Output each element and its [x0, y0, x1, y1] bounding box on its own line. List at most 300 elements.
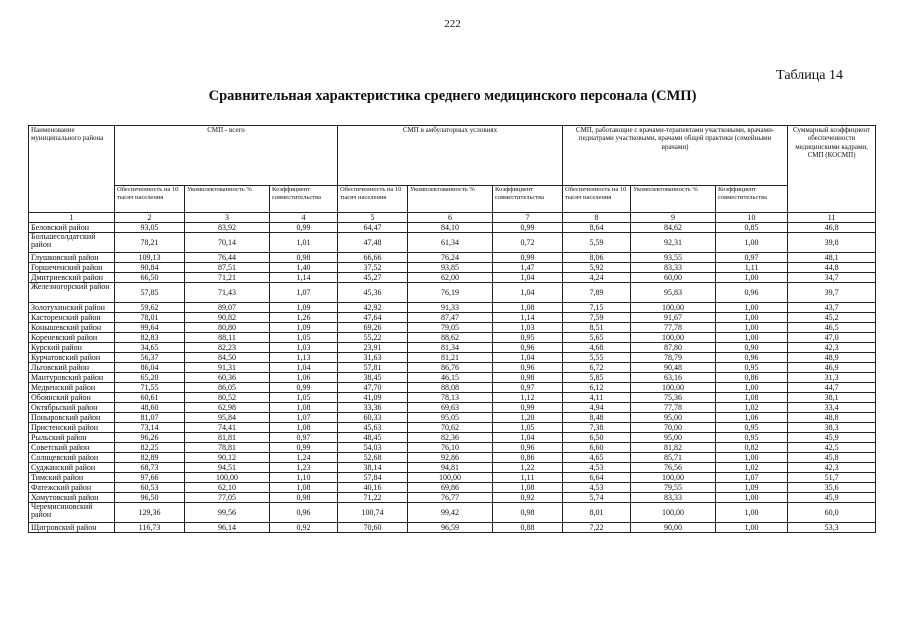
- table-cell: 77,05: [185, 493, 270, 503]
- table-cell: 71,21: [185, 273, 270, 283]
- table-cell: 95,00: [631, 433, 716, 443]
- table-cell: 87,51: [185, 263, 270, 273]
- table-cell: 47,48: [338, 233, 408, 253]
- table-cell: 84,10: [408, 223, 493, 233]
- column-number: 7: [493, 213, 563, 223]
- table-cell: 48,60: [115, 403, 185, 413]
- table-cell: 100,00: [408, 473, 493, 483]
- table-cell: 5,74: [563, 493, 631, 503]
- table-cell: 1,06: [716, 413, 788, 423]
- table-row: [29, 463, 876, 473]
- table-cell: 78,81: [185, 443, 270, 453]
- table-cell: 129,36: [115, 503, 185, 523]
- district-name: Горшеченский район: [29, 263, 115, 273]
- table-row: [29, 273, 876, 283]
- table-cell: 88,08: [408, 383, 493, 393]
- table-cell: 68,73: [115, 463, 185, 473]
- column-number: 5: [338, 213, 408, 223]
- table-cell: 0,99: [270, 223, 338, 233]
- table-cell: 39,8: [788, 233, 876, 253]
- table-cell: 78,13: [408, 393, 493, 403]
- table-cell: 71,22: [338, 493, 408, 503]
- table-cell: 81,34: [408, 343, 493, 353]
- table-cell: 45,8: [788, 453, 876, 463]
- table-cell: 39,7: [788, 283, 876, 303]
- table-cell: 45,27: [338, 273, 408, 283]
- table-cell: 95,84: [185, 413, 270, 423]
- table-cell: 76,10: [408, 443, 493, 453]
- table-cell: 92,86: [408, 453, 493, 463]
- table-cell: 90,84: [115, 263, 185, 273]
- table-cell: 1,24: [270, 453, 338, 463]
- table-cell: 1,09: [716, 483, 788, 493]
- table-cell: 7,15: [563, 303, 631, 313]
- table-cell: 8,51: [563, 323, 631, 333]
- table-cell: 81,21: [408, 353, 493, 363]
- table-cell: 4,11: [563, 393, 631, 403]
- table-cell: 1,00: [716, 273, 788, 283]
- table-cell: 1,05: [493, 423, 563, 433]
- district-name: Золотухинский район: [29, 303, 115, 313]
- table-cell: 78,01: [115, 313, 185, 323]
- table-cell: 65,20: [115, 373, 185, 383]
- table-cell: 45,63: [338, 423, 408, 433]
- table-cell: 0,99: [493, 223, 563, 233]
- table-cell: 0,98: [270, 253, 338, 263]
- table-cell: 0,92: [270, 523, 338, 533]
- table-cell: 44,8: [788, 263, 876, 273]
- table-cell: 74,41: [185, 423, 270, 433]
- table-cell: 8,01: [563, 503, 631, 523]
- table-cell: 4,24: [563, 273, 631, 283]
- table-cell: 38,14: [338, 463, 408, 473]
- table-cell: 38,3: [788, 423, 876, 433]
- table-cell: 1,04: [493, 433, 563, 443]
- table-cell: 70,14: [185, 233, 270, 253]
- table-cell: 1,08: [493, 483, 563, 493]
- district-name: Фатежский район: [29, 483, 115, 493]
- column-number: 2: [115, 213, 185, 223]
- table-cell: 96,50: [115, 493, 185, 503]
- header-smp-total: СМП - всего: [115, 126, 338, 186]
- table-cell: 69,63: [408, 403, 493, 413]
- table-cell: 1,13: [270, 353, 338, 363]
- table-cell: 93,05: [115, 223, 185, 233]
- header-smp-outpatient: СМП в амбулаторных условиях: [338, 126, 563, 186]
- table-row: [29, 453, 876, 463]
- table-cell: 5,55: [563, 353, 631, 363]
- table-cell: 0,72: [493, 233, 563, 253]
- district-name: Льговский район: [29, 363, 115, 373]
- district-name: Конышевский район: [29, 323, 115, 333]
- district-name: Медвенский район: [29, 383, 115, 393]
- table-cell: 47,70: [338, 383, 408, 393]
- table-cell: 0,96: [493, 443, 563, 453]
- table-cell: 1,04: [493, 353, 563, 363]
- table-cell: 57,81: [338, 363, 408, 373]
- table-cell: 34,7: [788, 273, 876, 283]
- table-cell: 81,81: [185, 433, 270, 443]
- table-cell: 0,99: [270, 443, 338, 453]
- table-cell: 40,16: [338, 483, 408, 493]
- table-cell: 0,95: [716, 423, 788, 433]
- subheader-supply: Обеспеченность на 10 тысяч населения: [115, 186, 185, 213]
- column-number-row: [29, 213, 876, 223]
- comparison-table: [28, 125, 876, 533]
- table-cell: 1,40: [270, 263, 338, 273]
- table-cell: 70,00: [631, 423, 716, 433]
- table-cell: 91,31: [185, 363, 270, 373]
- page-title: Сравнительная характеристика среднего медицинского персонала (СМП): [208, 88, 697, 104]
- table-cell: 46,8: [788, 223, 876, 233]
- table-cell: 81,82: [631, 443, 716, 453]
- table-cell: 83,33: [631, 263, 716, 273]
- subheader-coefficient: Коэффициент совместительства: [270, 186, 338, 213]
- table-cell: 6,50: [563, 433, 631, 443]
- district-name: Хомутовский район: [29, 493, 115, 503]
- table-cell: 56,37: [115, 353, 185, 363]
- table-cell: 8,48: [563, 413, 631, 423]
- table-label: Таблица 14: [776, 68, 843, 83]
- table-cell: 63,16: [631, 373, 716, 383]
- table-cell: 109,13: [115, 253, 185, 263]
- table-row: [29, 343, 876, 353]
- table-cell: 1,01: [270, 233, 338, 253]
- table-cell: 1,08: [716, 393, 788, 403]
- table-cell: 8,64: [563, 223, 631, 233]
- table-cell: 7,59: [563, 313, 631, 323]
- district-name: Солнцевский район: [29, 453, 115, 463]
- table-cell: 77,78: [631, 403, 716, 413]
- table-cell: 1,08: [493, 303, 563, 313]
- table-cell: 0,82: [716, 443, 788, 453]
- table-cell: 42,3: [788, 463, 876, 473]
- table-cell: 38,1: [788, 393, 876, 403]
- table-cell: 1,11: [493, 473, 563, 483]
- table-cell: 99,42: [408, 503, 493, 523]
- table-cell: 31,63: [338, 353, 408, 363]
- table-cell: 80,80: [185, 323, 270, 333]
- table-cell: 46,9: [788, 363, 876, 373]
- table-cell: 91,33: [408, 303, 493, 313]
- table-row: [29, 323, 876, 333]
- table-cell: 0,88: [493, 523, 563, 533]
- column-number: 6: [408, 213, 493, 223]
- table-cell: 1,04: [493, 273, 563, 283]
- table-row: [29, 403, 876, 413]
- table-cell: 82,83: [115, 333, 185, 343]
- table-cell: 8,06: [563, 253, 631, 263]
- district-name: Суджанский район: [29, 463, 115, 473]
- table-cell: 90,48: [631, 363, 716, 373]
- table-row: [29, 283, 876, 303]
- table-cell: 93,85: [408, 263, 493, 273]
- district-name: Тимский район: [29, 473, 115, 483]
- table-cell: 77,78: [631, 323, 716, 333]
- table-cell: 1,11: [716, 263, 788, 273]
- table-row: [29, 223, 876, 233]
- table-cell: 1,08: [270, 423, 338, 433]
- table-cell: 0,95: [493, 333, 563, 343]
- table-row: [29, 393, 876, 403]
- table-cell: 100,74: [338, 503, 408, 523]
- district-name: Пристенский район: [29, 423, 115, 433]
- table-cell: 0,97: [270, 433, 338, 443]
- table-cell: 1,03: [493, 323, 563, 333]
- table-row: [29, 353, 876, 363]
- table-cell: 96,59: [408, 523, 493, 533]
- table-cell: 47,64: [338, 313, 408, 323]
- table-cell: 60,61: [115, 393, 185, 403]
- table-cell: 84,62: [631, 223, 716, 233]
- table-row: [29, 253, 876, 263]
- table-cell: 42,92: [338, 303, 408, 313]
- table-cell: 0,96: [493, 343, 563, 353]
- table-cell: 76,56: [631, 463, 716, 473]
- table-cell: 86,76: [408, 363, 493, 373]
- district-name: Беловский район: [29, 223, 115, 233]
- table-cell: 7,38: [563, 423, 631, 433]
- table-cell: 60,0: [788, 503, 876, 523]
- table-cell: 1,02: [716, 463, 788, 473]
- table-cell: 1,04: [270, 363, 338, 373]
- table-cell: 89,07: [185, 303, 270, 313]
- table-cell: 31,3: [788, 373, 876, 383]
- table-cell: 86,05: [185, 383, 270, 393]
- table-cell: 1,09: [270, 323, 338, 333]
- table-cell: 57,84: [338, 473, 408, 483]
- table-cell: 95,05: [408, 413, 493, 423]
- table-cell: 0,92: [493, 493, 563, 503]
- table-cell: 48,9: [788, 353, 876, 363]
- table-cell: 0,96: [716, 353, 788, 363]
- subheader-coefficient: Коэффициент совместительства: [493, 186, 563, 213]
- table-cell: 82,89: [115, 453, 185, 463]
- table-cell: 4,53: [563, 463, 631, 473]
- table-cell: 6,60: [563, 443, 631, 453]
- subheader-staffing: Укомплектованность %: [631, 186, 716, 213]
- district-name: Рыльский район: [29, 433, 115, 443]
- district-name: Глушковский район: [29, 253, 115, 263]
- table-cell: 0,95: [716, 363, 788, 373]
- table-cell: 66,66: [338, 253, 408, 263]
- table-cell: 73,14: [115, 423, 185, 433]
- table-cell: 71,43: [185, 283, 270, 303]
- table-cell: 96,26: [115, 433, 185, 443]
- table-cell: 33,36: [338, 403, 408, 413]
- table-cell: 76,77: [408, 493, 493, 503]
- table-cell: 1,00: [716, 453, 788, 463]
- table-cell: 90,00: [631, 523, 716, 533]
- table-cell: 95,83: [631, 283, 716, 303]
- table-cell: 83,92: [185, 223, 270, 233]
- table-row: [29, 373, 876, 383]
- table-cell: 76,44: [185, 253, 270, 263]
- table-cell: 79,55: [631, 483, 716, 493]
- table-cell: 70,62: [408, 423, 493, 433]
- district-name: Большесолдатский район: [29, 233, 115, 253]
- table-cell: 0,97: [716, 253, 788, 263]
- table-cell: 1,06: [270, 373, 338, 383]
- table-cell: 100,00: [185, 473, 270, 483]
- table-cell: 37,52: [338, 263, 408, 273]
- table-cell: 76,19: [408, 283, 493, 303]
- table-cell: 82,25: [115, 443, 185, 453]
- column-number: 11: [788, 213, 876, 223]
- table-cell: 83,33: [631, 493, 716, 503]
- table-cell: 51,7: [788, 473, 876, 483]
- table-cell: 75,36: [631, 393, 716, 403]
- table-cell: 1,00: [716, 303, 788, 313]
- table-cell: 1,07: [270, 283, 338, 303]
- table-cell: 46,15: [408, 373, 493, 383]
- table-cell: 59,62: [115, 303, 185, 313]
- table-cell: 45,2: [788, 313, 876, 323]
- table-cell: 6,12: [563, 383, 631, 393]
- table-cell: 1,03: [270, 343, 338, 353]
- table-cell: 69,26: [338, 323, 408, 333]
- table-cell: 45,9: [788, 433, 876, 443]
- table-cell: 1,02: [716, 403, 788, 413]
- table-cell: 1,00: [716, 503, 788, 523]
- column-number: 3: [185, 213, 270, 223]
- table-cell: 1,05: [270, 393, 338, 403]
- table-cell: 69,86: [408, 483, 493, 493]
- column-number: 1: [29, 213, 115, 223]
- table-cell: 90,82: [185, 313, 270, 323]
- page-number: 222: [444, 18, 461, 30]
- table-cell: 62,10: [185, 483, 270, 493]
- table-cell: 64,47: [338, 223, 408, 233]
- table-cell: 60,33: [338, 413, 408, 423]
- table-cell: 1,23: [270, 463, 338, 473]
- subheader-supply: Обеспеченность на 10 тысяч населения: [338, 186, 408, 213]
- table-cell: 1,09: [270, 303, 338, 313]
- table-cell: 1,08: [270, 403, 338, 413]
- table-cell: 54,03: [338, 443, 408, 453]
- table-cell: 0,86: [493, 453, 563, 463]
- table-cell: 76,24: [408, 253, 493, 263]
- table-cell: 78,79: [631, 353, 716, 363]
- table-cell: 1,22: [493, 463, 563, 473]
- table-cell: 44,7: [788, 383, 876, 393]
- district-name: Кореневский район: [29, 333, 115, 343]
- table-cell: 1,26: [270, 313, 338, 323]
- table-cell: 1,00: [716, 323, 788, 333]
- table-cell: 92,31: [631, 233, 716, 253]
- table-cell: 1,14: [270, 273, 338, 283]
- table-cell: 71,55: [115, 383, 185, 393]
- table-cell: 79,05: [408, 323, 493, 333]
- table-cell: 1,47: [493, 263, 563, 273]
- table-row: [29, 493, 876, 503]
- table-cell: 57,85: [115, 283, 185, 303]
- table-cell: 1,07: [270, 413, 338, 423]
- table-row: [29, 473, 876, 483]
- table-cell: 0,86: [716, 373, 788, 383]
- table-cell: 82,36: [408, 433, 493, 443]
- table-row: [29, 233, 876, 253]
- table-cell: 23,91: [338, 343, 408, 353]
- table-cell: 6,64: [563, 473, 631, 483]
- table-cell: 85,71: [631, 453, 716, 463]
- table-cell: 41,09: [338, 393, 408, 403]
- subheader-coefficient: Коэффициент совместительства: [716, 186, 788, 213]
- table-cell: 70,60: [338, 523, 408, 533]
- district-name: Щигровский район: [29, 523, 115, 533]
- table-cell: 4,65: [563, 453, 631, 463]
- table-cell: 1,00: [716, 523, 788, 533]
- subheader-supply: Обеспеченность на 10 тысяч населения: [563, 186, 631, 213]
- table-cell: 88,11: [185, 333, 270, 343]
- table-cell: 60,53: [115, 483, 185, 493]
- table-cell: 5,59: [563, 233, 631, 253]
- table-row: [29, 483, 876, 493]
- table-cell: 99,64: [115, 323, 185, 333]
- table-cell: 35,6: [788, 483, 876, 493]
- table-cell: 60,36: [185, 373, 270, 383]
- table-cell: 82,23: [185, 343, 270, 353]
- table-cell: 5,92: [563, 263, 631, 273]
- table-cell: 38,45: [338, 373, 408, 383]
- table-cell: 100,00: [631, 503, 716, 523]
- table-cell: 0,96: [270, 503, 338, 523]
- table-cell: 45,36: [338, 283, 408, 303]
- table-row: [29, 263, 876, 273]
- table-cell: 84,50: [185, 353, 270, 363]
- table-cell: 1,04: [493, 283, 563, 303]
- table-cell: 43,7: [788, 303, 876, 313]
- district-name: Мантуровский район: [29, 373, 115, 383]
- table-row: [29, 303, 876, 313]
- district-name: Советский район: [29, 443, 115, 453]
- table-cell: 1,20: [493, 413, 563, 423]
- table-cell: 34,65: [115, 343, 185, 353]
- table-cell: 1,00: [716, 493, 788, 503]
- table-cell: 87,47: [408, 313, 493, 323]
- table-cell: 91,67: [631, 313, 716, 323]
- table-cell: 90,12: [185, 453, 270, 463]
- column-number: 8: [563, 213, 631, 223]
- district-name: Дмитриевский район: [29, 273, 115, 283]
- table-row: [29, 503, 876, 523]
- table-cell: 0,96: [716, 283, 788, 303]
- table-cell: 94,51: [185, 463, 270, 473]
- district-name: Касторенский район: [29, 313, 115, 323]
- district-name: Железногорский район: [29, 283, 115, 303]
- table-cell: 47,0: [788, 333, 876, 343]
- subheader-staffing: Укомплектованность %: [408, 186, 493, 213]
- table-row: [29, 443, 876, 453]
- table-cell: 0,99: [270, 383, 338, 393]
- district-name: Обоянский район: [29, 393, 115, 403]
- table-cell: 66,50: [115, 273, 185, 283]
- table-cell: 4,94: [563, 403, 631, 413]
- table-cell: 4,68: [563, 343, 631, 353]
- district-name: Поныровский район: [29, 413, 115, 423]
- column-number: 10: [716, 213, 788, 223]
- table-cell: 7,89: [563, 283, 631, 303]
- table-cell: 0,97: [493, 383, 563, 393]
- table-cell: 93,55: [631, 253, 716, 263]
- table-cell: 94,81: [408, 463, 493, 473]
- table-cell: 60,00: [631, 273, 716, 283]
- column-number: 4: [270, 213, 338, 223]
- header-district-name: Наименование муниципального района: [29, 126, 115, 213]
- table-cell: 55,22: [338, 333, 408, 343]
- table-cell: 1,00: [716, 313, 788, 323]
- table-cell: 1,07: [716, 473, 788, 483]
